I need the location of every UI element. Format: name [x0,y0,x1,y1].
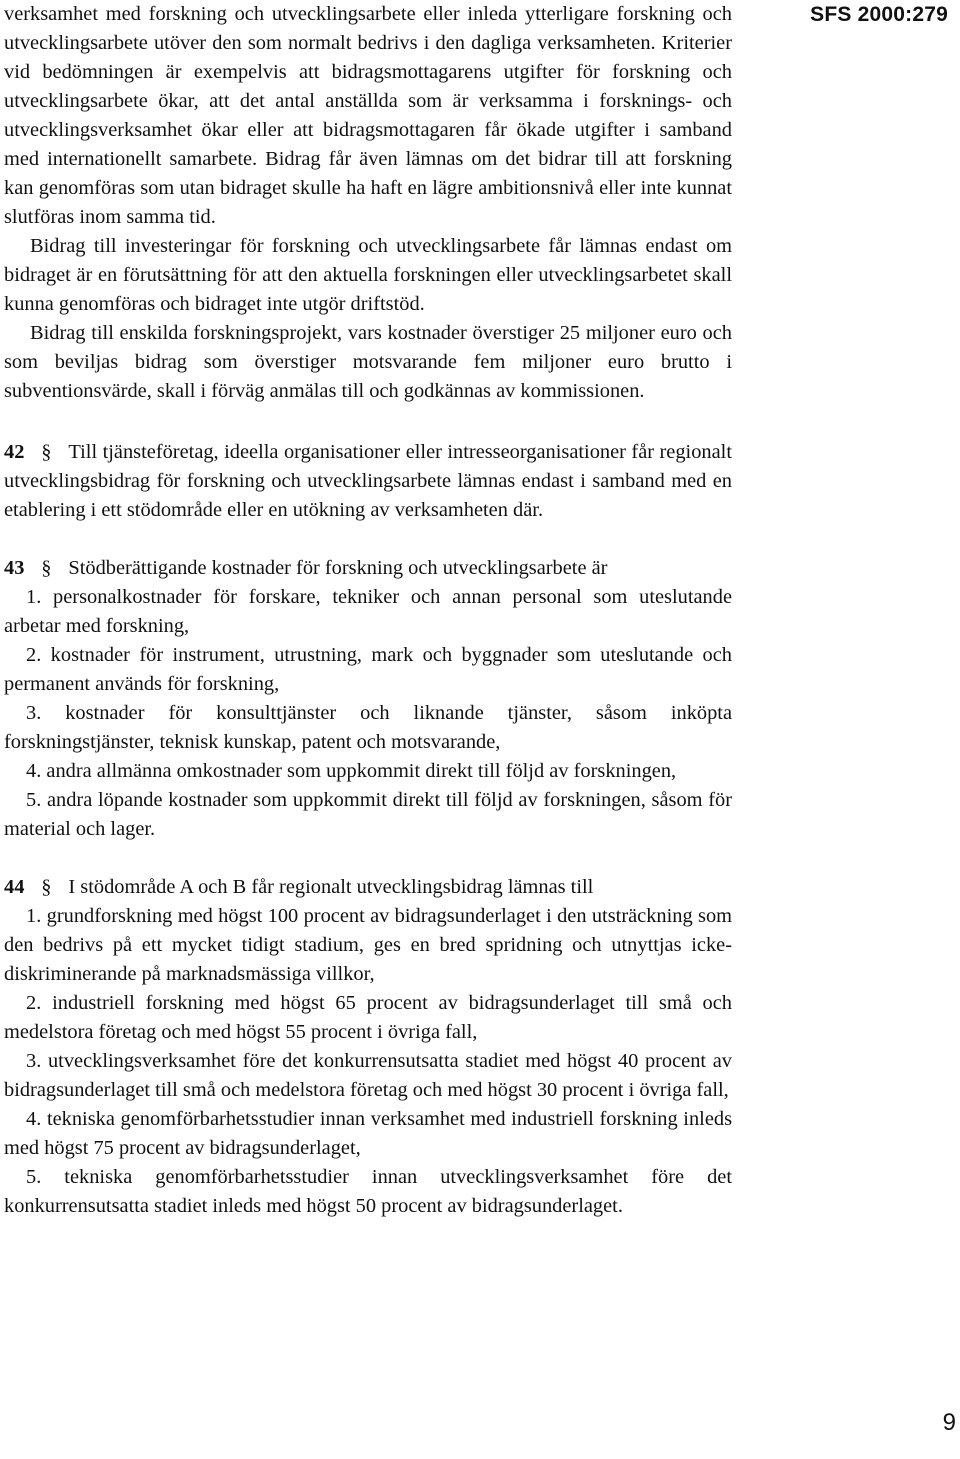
section-number: 44 [4,876,25,898]
page-number: 9 [942,1409,956,1436]
list-item: 3. kostnader för konsulttjänster och liknande tjänster, såsom inköpta forskningstjänster, teknisk kunskap, patent och motsvarande, [4,702,732,753]
section-number: 42 [4,441,25,463]
intro-paragraph: Bidrag till enskilda forskningsprojekt, vars kostnader överstiger 25 miljoner euro och som beviljas bidrag som överstiger motsvarande fem miljoner euro brutto i subventionsvärde, skall i förväg anmälas till och godkännas av kommissionen. [4,322,732,402]
section-sign-icon: § [41,557,52,579]
document-body [4,0,732,1221]
section-sign-icon: § [41,876,52,898]
list-item: 1. personalkostnader för forskare, tekniker och annan personal som uteslutande arbetar med forskning, [4,586,732,637]
section-text: I stödområde A och B får regionalt utvecklingsbidrag lämnas till [68,876,594,898]
intro-paragraph: Bidrag till investeringar för forskning och utvecklingsarbete får lämnas endast om bidraget är en förutsättning för att den aktuella forskningen eller utvecklingsarbetet skall kunna genomföras och bidraget inte utgör driftstöd. [4,235,732,315]
list-item: 5. tekniska genomförbarhetsstudier innan utvecklingsverksamhet före det konkurrensutsatta stadiet inleds med högst 50 procent av bidragsunderlaget. [4,1166,732,1217]
section-44 [4,873,732,1221]
list-item: 4. tekniska genomförbarhetsstudier innan verksamhet med industriell forskning inleds med högst 75 procent av bidragsunderlaget, [4,1108,732,1159]
list-item: 3. utvecklingsverksamhet före det konkurrensutsatta stadiet med högst 40 procent av bidragsunderlaget till små och medelstora företag och med högst 30 procent i övriga fall, [4,1050,732,1101]
section-sign-icon: § [41,441,52,463]
list-item: 4. andra allmänna omkostnader som uppkommit direkt till följd av forskningen, [26,760,677,782]
section-43 [4,554,732,844]
section-text: Till tjänsteföretag, ideella organisationer eller intresseorganisationer får regionalt utvecklingsbidrag för forskning och utvecklingsarbete lämnas endast i samband med en etablering i ett stödområde eller en utökning av verksamheten där. [4,441,732,521]
list-item: 1. grundforskning med högst 100 procent av bidragsunderlaget i den utsträckning som den bedrivs på ett mycket tidigt stadium, ges en bred spridning och utnyttjas icke-diskriminerande på marknadsmässiga villkor, [4,905,732,985]
intro-paragraph: verksamhet med forskning och utvecklingsarbete eller inleda ytterligare forskning och utvecklingsarbete utöver den som normalt bedrivs i den dagliga verksamheten. Kriterier vid bedömningen är exempelvis att bidragsmottagarens utgifter för forskning och utvecklingsarbete ökar, att det antal anställda som är verksamma i forsknings- och utvecklingsverksamhet ökar eller att bidragsmottagaren får ökade utgifter i samband med internationellt samarbete. Bidrag får även lämnas om det bidrar till att forskning kan genomföras som utan bidraget skulle ha haft en lägre ambitionsnivå eller inte kunnat slutföras inom samma tid. [4,3,732,228]
list-item: 5. andra löpande kostnader som uppkommit direkt till följd av forskningen, såsom för material och lager. [4,789,732,840]
section-text: Stödberättigande kostnader för forskning och utvecklingsarbete är [68,557,608,579]
list-item: 2. kostnader för instrument, utrustning, mark och byggnader som uteslutande och permanent används för forskning, [4,644,732,695]
section-42 [4,438,732,525]
sfs-reference: SFS 2000:279 [810,3,948,26]
section-number: 43 [4,557,25,579]
list-item: 2. industriell forskning med högst 65 procent av bidragsunderlaget till små och medelstora företag och med högst 55 procent i övriga fall, [4,992,732,1043]
